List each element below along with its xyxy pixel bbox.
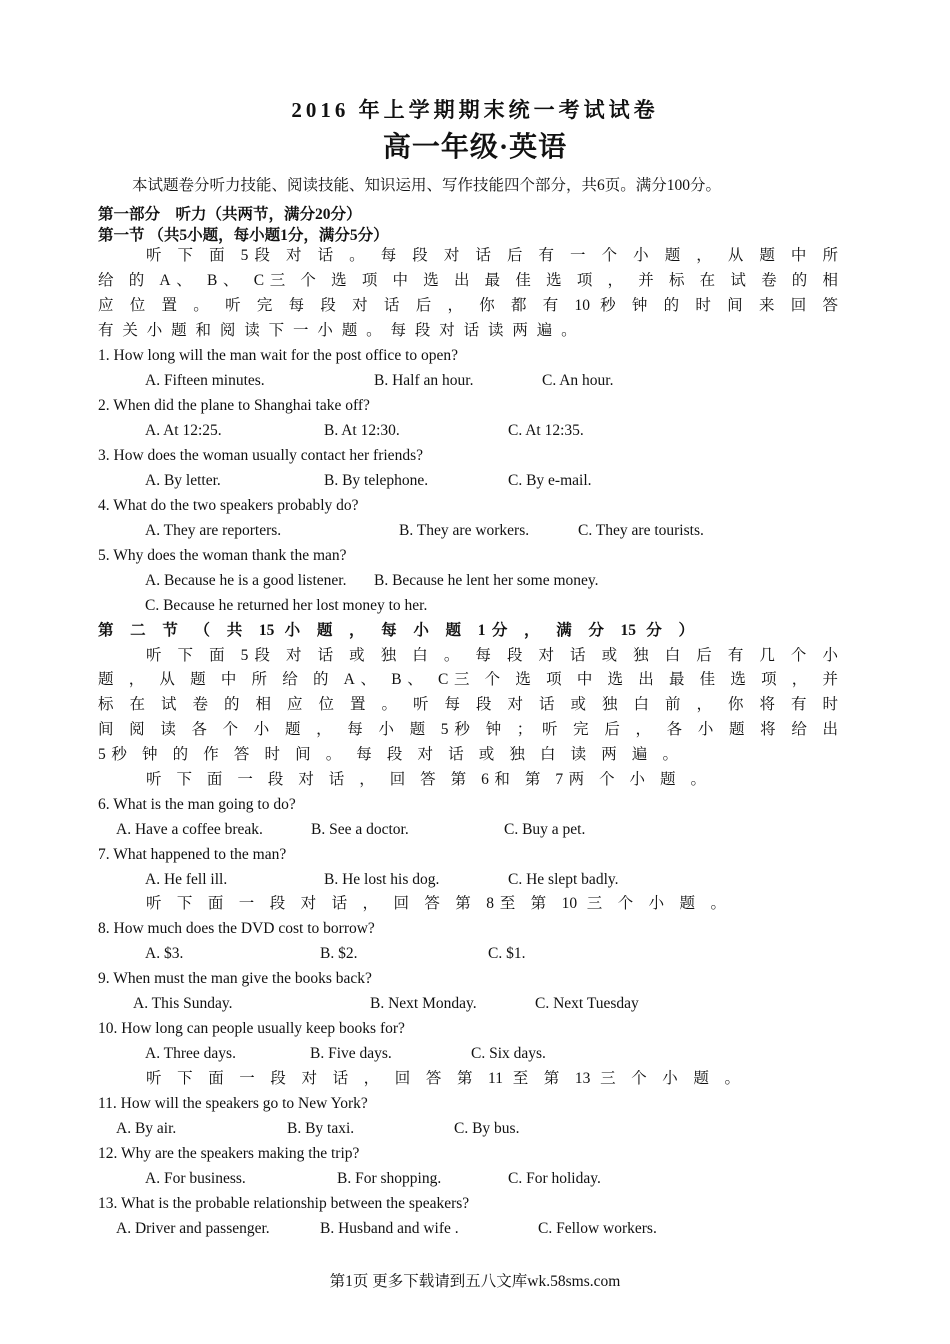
- option-9a: A. This Sunday.: [133, 995, 233, 1012]
- option-6b: B. See a doctor.: [311, 821, 409, 838]
- option-7b: B. He lost his dog.: [324, 871, 440, 888]
- option-13c: C. Fellow workers.: [538, 1220, 657, 1237]
- section2-instruction-line: 标 在 试 卷 的 相 应 位 置 。 听 每 段 对 话 或 独 白 前 ， 你 将 有 时: [98, 696, 838, 713]
- directions-8-10: 听 下 面 一 段 对 话 ， 回 答 第 8至 第 10 三 个 小 题 。: [146, 895, 726, 912]
- section1-instruction-line: 应 位 置 。 听 完 每 段 对 话 后 ， 你 都 有 10 秒 钟 的 时 间 来 回 答: [98, 297, 838, 314]
- option-9b: B. Next Monday.: [370, 995, 477, 1012]
- intro-text: 本试题卷分听力技能、阅读技能、知识运用、写作技能四个部分，共6页。满分100分。: [132, 177, 722, 194]
- option-11a: A. By air.: [116, 1120, 177, 1137]
- question-3: 3. How does the woman usually contact her friends?: [98, 447, 423, 464]
- directions-6-7: 听 下 面 一 段 对 话 ， 回 答 第 6和 第 7两 个 小 题 。: [146, 771, 706, 788]
- question-4: 4. What do the two speakers probably do?: [98, 497, 359, 514]
- question-5: 5. Why does the woman thank the man?: [98, 547, 347, 564]
- option-4b: B. They are workers.: [399, 522, 530, 539]
- directions-11-13: 听 下 面 一 段 对 话 ， 回 答 第 11 至 第 13 三 个 小 题 。: [146, 1070, 740, 1087]
- option-1b: B. Half an hour.: [374, 372, 474, 389]
- question-7: 7. What happened to the man?: [98, 846, 287, 863]
- option-6a: A. Have a coffee break.: [116, 821, 263, 838]
- option-7a: A. He fell ill.: [145, 871, 228, 888]
- option-12a: A. For business.: [145, 1170, 246, 1187]
- option-4c: C. They are tourists.: [578, 522, 704, 539]
- option-5b: B. Because he lent her some money.: [374, 572, 599, 589]
- option-2c: C. At 12:35.: [508, 422, 584, 439]
- question-1: 1. How long will the man wait for the post office to open?: [98, 347, 459, 364]
- option-5c: C. Because he returned her lost money to her.: [145, 597, 428, 614]
- question-12: 12. Why are the speakers making the trip?: [98, 1145, 360, 1162]
- part1-heading: 第一部分 听力（共两节，满分20分）: [98, 206, 362, 223]
- exam-subtitle: 高一年级·英语: [382, 132, 568, 163]
- option-4a: A. They are reporters.: [145, 522, 282, 539]
- option-8c: C. $1.: [488, 945, 526, 962]
- option-7c: C. He slept badly.: [508, 871, 619, 888]
- option-5a: A. Because he is a good listener.: [145, 572, 347, 589]
- option-13b: B. Husband and wife .: [320, 1220, 459, 1237]
- question-9: 9. When must the man give the books back?: [98, 970, 372, 987]
- section2-instruction-line: 间 阅 读 各 个 小 题 ， 每 小 题 5秒 钟 ； 听 完 后 ， 各 小 题 将 给 出: [98, 721, 838, 738]
- question-2: 2. When did the plane to Shanghai take off?: [98, 397, 370, 414]
- option-13a: A. Driver and passenger.: [116, 1220, 270, 1237]
- option-10a: A. Three days.: [145, 1045, 236, 1062]
- option-3c: C. By e-mail.: [508, 472, 592, 489]
- section1-instruction-line: 听 下 面 5段 对 话 。 每 段 对 话 后 有 一 个 小 题 ， 从 题 中 所: [146, 247, 838, 264]
- option-12c: C. For holiday.: [508, 1170, 601, 1187]
- option-10b: B. Five days.: [310, 1045, 392, 1062]
- option-2b: B. At 12:30.: [324, 422, 400, 439]
- option-11b: B. By taxi.: [287, 1120, 355, 1137]
- option-8a: A. $3.: [145, 945, 184, 962]
- exam-title: 2016 年上学期期末统一考试试卷: [291, 98, 659, 122]
- question-6: 6. What is the man going to do?: [98, 796, 296, 813]
- option-11c: C. By bus.: [454, 1120, 520, 1137]
- option-8b: B. $2.: [320, 945, 358, 962]
- section1-instruction-line: 给 的 A、 B、 C三 个 选 项 中 选 出 最 佳 选 项 ， 并 标 在 试 卷 的 相: [98, 272, 838, 289]
- option-3b: B. By telephone.: [324, 472, 429, 489]
- option-2a: A. At 12:25.: [145, 422, 222, 439]
- option-6c: C. Buy a pet.: [504, 821, 586, 838]
- option-9c: C. Next Tuesday: [535, 995, 639, 1012]
- page-footer: 第1页 更多下载请到五八文库wk.58sms.com: [329, 1273, 621, 1290]
- section2-instruction-line: 听 下 面 5段 对 话 或 独 白 。 每 段 对 话 或 独 白 后 有 几 个 小: [146, 647, 838, 664]
- question-13: 13. What is the probable relationship between the speakers?: [98, 1195, 470, 1212]
- option-3a: A. By letter.: [145, 472, 221, 489]
- option-1c: C. An hour.: [542, 372, 614, 389]
- option-1a: A. Fifteen minutes.: [145, 372, 265, 389]
- section2-instruction-line: 5秒 钟 的 作 答 时 间 。 每 段 对 话 或 独 白 读 两 遍 。: [98, 746, 678, 763]
- option-10c: C. Six days.: [471, 1045, 546, 1062]
- section2-heading: 第 二 节 （ 共 15 小 题 ， 每 小 题 1分 ， 满 分 15 分 ）: [98, 622, 694, 639]
- option-12b: B. For shopping.: [337, 1170, 442, 1187]
- section2-instruction-line: 题 ， 从 题 中 所 给 的 A、 B、 C三 个 选 项 中 选 出 最 佳 选 项 ， 并: [98, 671, 838, 688]
- question-10: 10. How long can people usually keep books for?: [98, 1020, 405, 1037]
- question-11: 11. How will the speakers go to New York?: [98, 1095, 368, 1112]
- question-8: 8. How much does the DVD cost to borrow?: [98, 920, 375, 937]
- section1-instruction-line: 有 关 小 题 和 阅 读 下 一 小 题 。 每 段 对 话 读 两 遍 。: [98, 322, 577, 339]
- section1-heading: 第一节 （共5小题，每小题1分，满分5分）: [98, 227, 389, 244]
